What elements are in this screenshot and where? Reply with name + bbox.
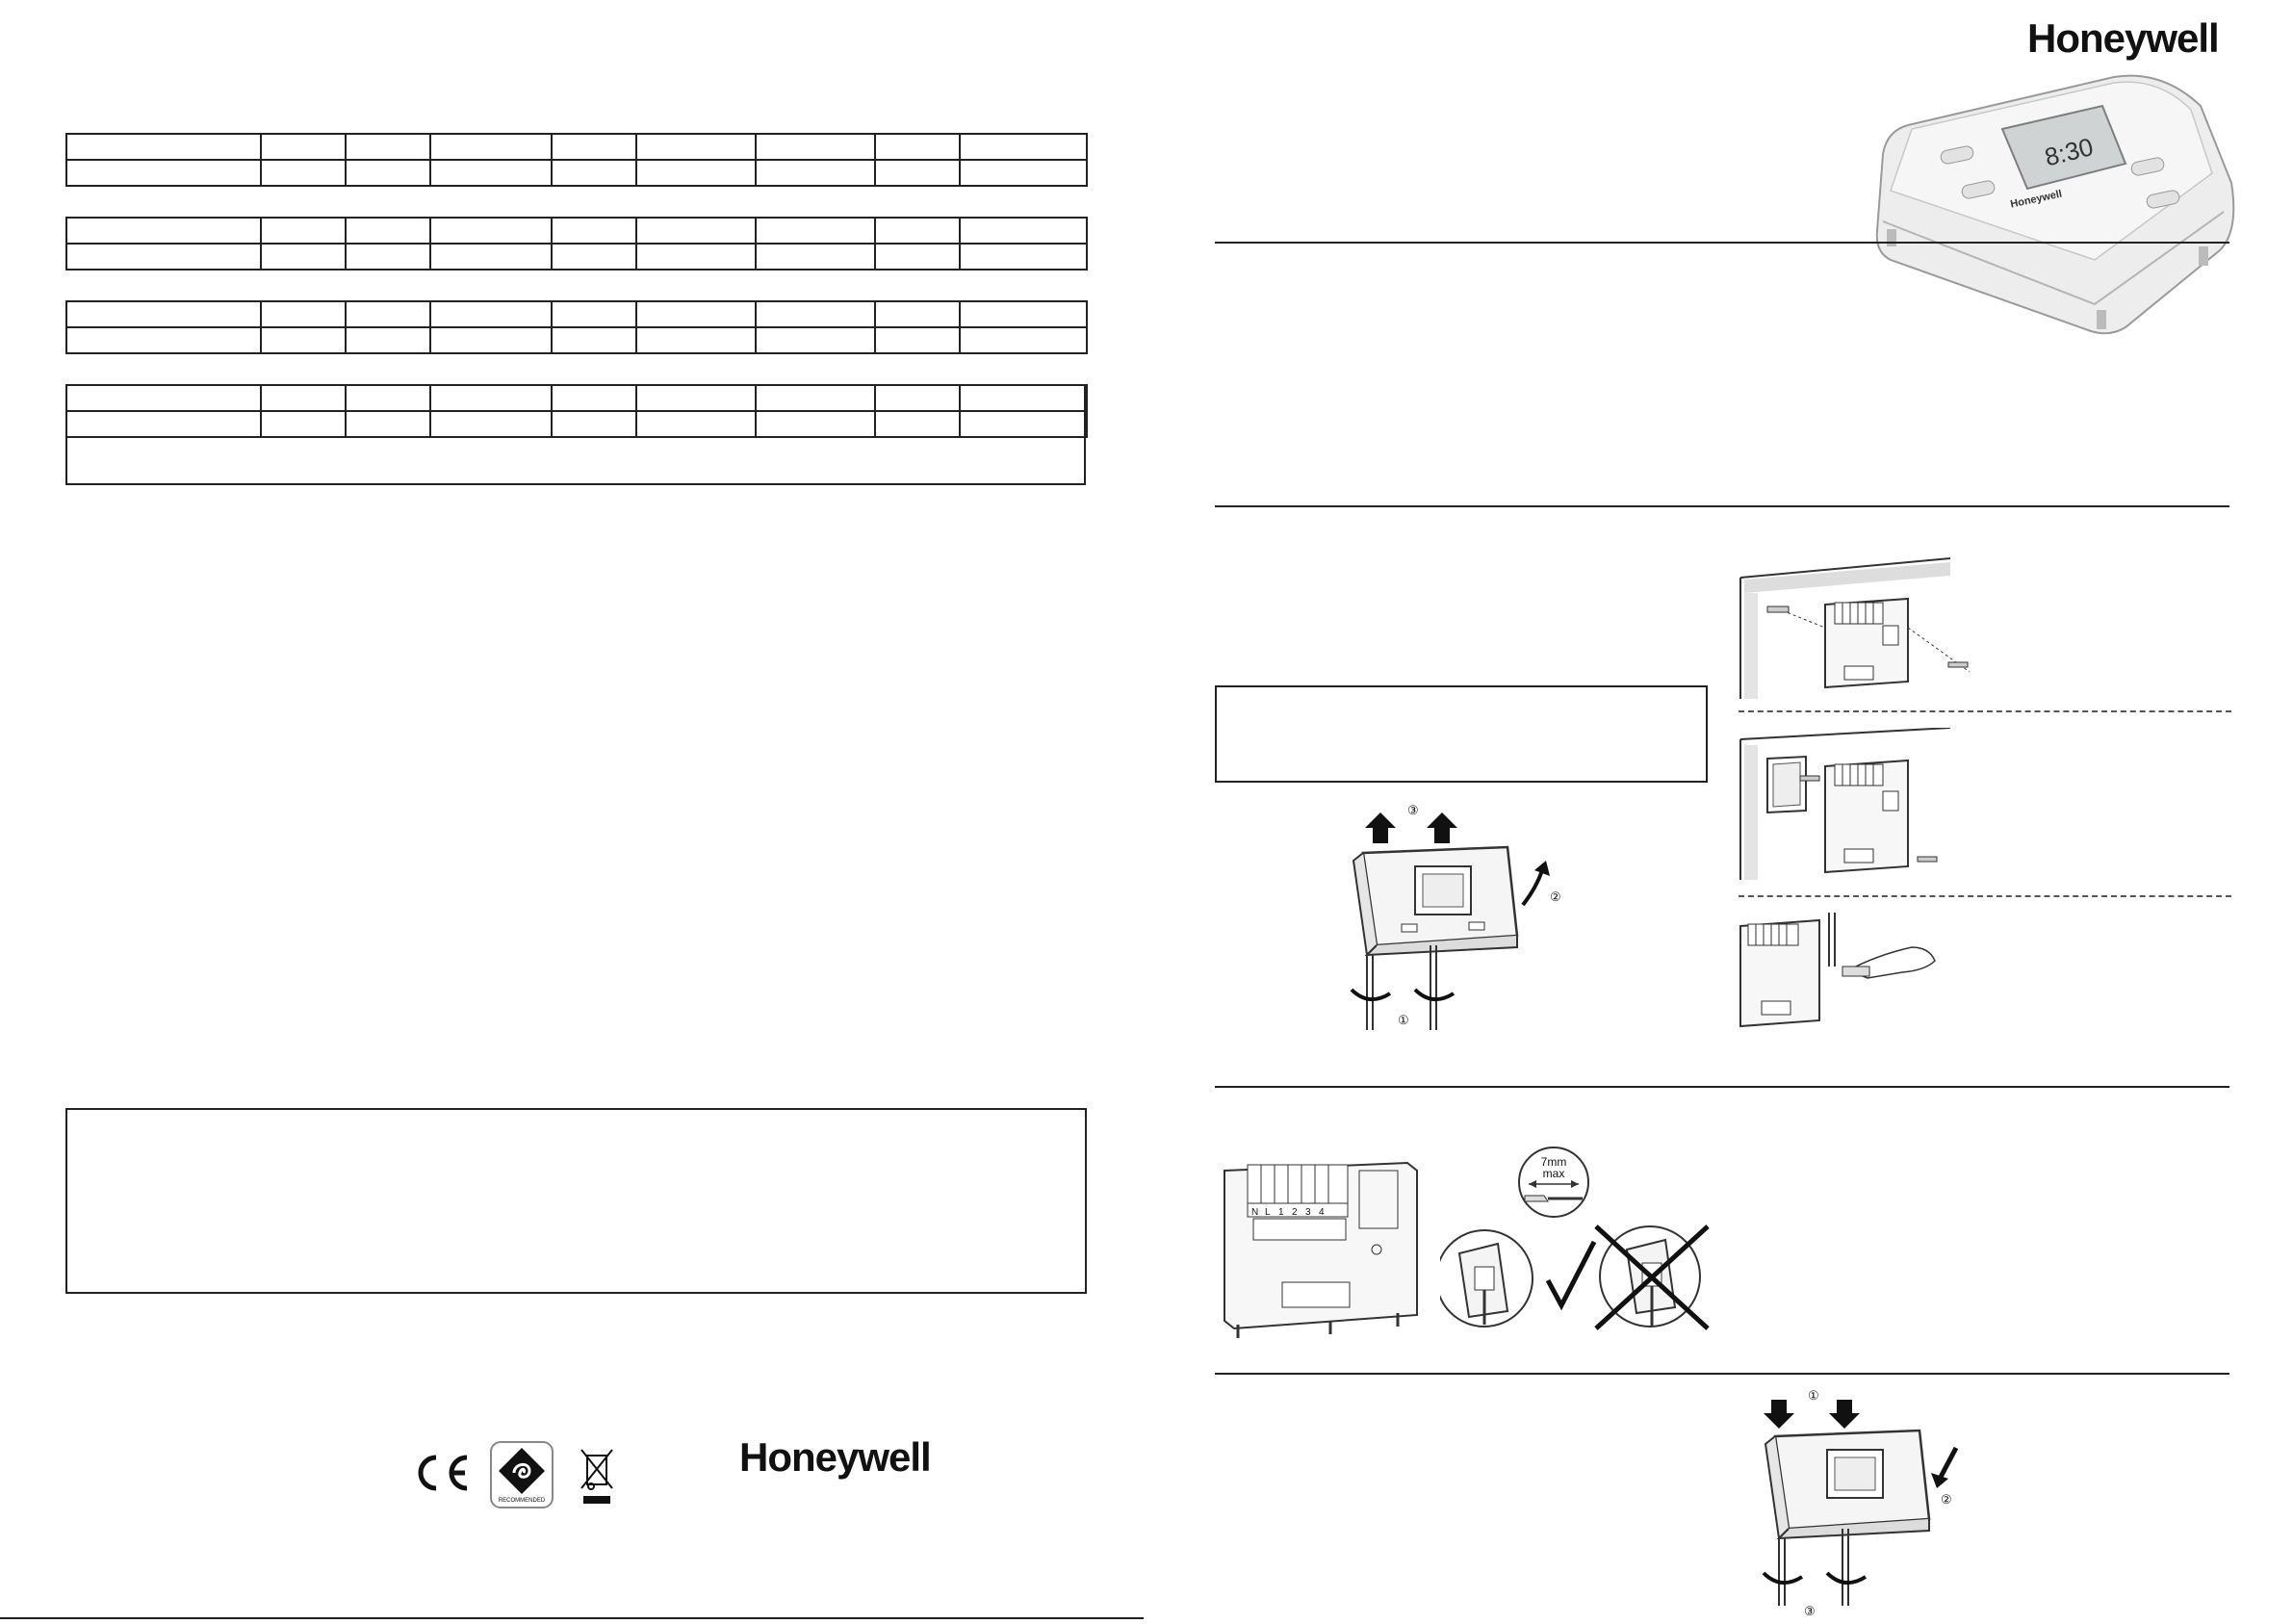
table-cell (261, 160, 346, 186)
thermostat-product-image (1873, 67, 2239, 339)
table-cell (430, 134, 552, 160)
table-cell (346, 327, 430, 353)
table-cell (430, 160, 552, 186)
table-cell (756, 244, 875, 270)
removal-step-1: ① (1398, 1013, 1409, 1027)
table-cell (66, 134, 261, 160)
strip-length-sub: max (1542, 1167, 1565, 1180)
ce-mark (409, 1452, 473, 1494)
table-row (66, 385, 1087, 411)
table-cell (552, 411, 636, 437)
table-cell (960, 134, 1087, 160)
table-cell (875, 301, 960, 327)
refit-step-1: ① (1808, 1388, 1819, 1403)
incorrect-wiring-figure (1588, 1221, 1713, 1334)
warning-box (1215, 685, 1708, 783)
refit-step-3: ③ (1804, 1604, 1816, 1618)
table-cell (552, 218, 636, 244)
table-cell (875, 244, 960, 270)
table-cell (430, 411, 552, 437)
table-cell (66, 385, 261, 411)
crossed-out-bin-icon (578, 1444, 616, 1506)
table-cell (636, 327, 756, 353)
table-cell (552, 134, 636, 160)
table-cell (875, 134, 960, 160)
table-cell (346, 134, 430, 160)
table-row (66, 411, 1087, 437)
schedule-table-3 (65, 300, 1088, 354)
table-cell (261, 134, 346, 160)
table-cell (552, 385, 636, 411)
table-cell (261, 301, 346, 327)
schedule-table-3-body (66, 301, 1087, 353)
table-cell (636, 411, 756, 437)
table-cell (430, 327, 552, 353)
refit-step-2: ② (1941, 1492, 1952, 1507)
table-cell (636, 134, 756, 160)
schedule-table-1-body (66, 134, 1087, 186)
table-cell (66, 301, 261, 327)
footer-brand-logo: Honeywell (739, 1434, 931, 1480)
table-cell (875, 411, 960, 437)
table-cell (430, 301, 552, 327)
table-cell (636, 301, 756, 327)
table-cell (756, 411, 875, 437)
schedule-table-4-body (66, 385, 1087, 437)
table-cell (552, 244, 636, 270)
table-cell (552, 160, 636, 186)
table-cell (346, 301, 430, 327)
terminal-label: L (1265, 1207, 1271, 1218)
table-cell (960, 301, 1087, 327)
table-cell (261, 327, 346, 353)
table-cell (756, 160, 875, 186)
terminal-label: N (1251, 1207, 1259, 1218)
terminal-label: 4 (1319, 1207, 1325, 1218)
table-row (66, 301, 1087, 327)
table-cell (66, 218, 261, 244)
table-cell (346, 411, 430, 437)
table-cell (960, 411, 1087, 437)
table-cell (756, 218, 875, 244)
table-cell (346, 218, 430, 244)
device-brand-text: Honeywell (2009, 188, 2064, 211)
table-cell (636, 218, 756, 244)
table-cell (346, 160, 430, 186)
table-cell (261, 411, 346, 437)
mounting-divider-1 (1739, 710, 2231, 712)
table-cell (66, 160, 261, 186)
schedule-table-1 (65, 133, 1088, 187)
mounting-figure-backbox (1739, 728, 1979, 884)
table-cell (636, 160, 756, 186)
schedule-table-4-wrapper (65, 384, 1086, 485)
schedule-table-4 (65, 384, 1088, 438)
table-cell (430, 244, 552, 270)
mounting-figure-wall (1739, 551, 1979, 701)
table-cell (552, 327, 636, 353)
table-cell (636, 244, 756, 270)
table-cell (552, 301, 636, 327)
table-cell (756, 385, 875, 411)
mounting-figure-cable (1723, 909, 1954, 1034)
section-rule-1 (1215, 242, 2229, 244)
schedule-table-2-body (66, 218, 1087, 270)
table-cell (66, 327, 261, 353)
terminal-label: 1 (1278, 1207, 1284, 1218)
table-row (66, 134, 1087, 160)
table-cell (261, 385, 346, 411)
table-cell (960, 160, 1087, 186)
table-cell (66, 411, 261, 437)
table-cell (346, 244, 430, 270)
table-cell (875, 160, 960, 186)
section-rule-3 (1215, 1086, 2229, 1088)
table-cell (960, 385, 1087, 411)
terminal-label: 2 (1292, 1207, 1298, 1218)
left-page-bottom-rule (0, 1617, 1144, 1619)
table-cell (756, 301, 875, 327)
table-cell (430, 218, 552, 244)
section-rule-2 (1215, 505, 2229, 507)
table-row (66, 327, 1087, 353)
correct-wiring-figure (1440, 1224, 1613, 1330)
table-cell (430, 385, 552, 411)
table-row (66, 160, 1087, 186)
table-cell (960, 244, 1087, 270)
table-cell (346, 385, 430, 411)
removal-figure (1338, 801, 1617, 1036)
table-cell (875, 385, 960, 411)
strip-length-label: 7mm (1540, 1155, 1567, 1169)
device-screen-text: 8:30 (2041, 132, 2097, 172)
table-row (66, 218, 1087, 244)
table-row (66, 244, 1087, 270)
schedule-table-2 (65, 217, 1088, 271)
table-cell (960, 327, 1087, 353)
refit-figure (1750, 1384, 1971, 1619)
table-cell (261, 218, 346, 244)
table-cell (756, 327, 875, 353)
removal-step-2: ② (1550, 889, 1561, 904)
energy-badge-text: RECOMMENDED (498, 1498, 546, 1504)
wiring-backplate-figure (1215, 1142, 1427, 1338)
terminal-label: 3 (1305, 1207, 1311, 1218)
header-brand-logo: Honeywell (2027, 15, 2219, 61)
table-cell (66, 244, 261, 270)
table-cell (960, 218, 1087, 244)
notes-box (65, 1108, 1087, 1294)
wire-strip-length-figure (1515, 1146, 1592, 1223)
table-cell (756, 134, 875, 160)
removal-step-3: ③ (1407, 803, 1419, 817)
table-cell (875, 327, 960, 353)
table-cell (875, 218, 960, 244)
mounting-divider-2 (1739, 895, 2231, 897)
table-cell (261, 244, 346, 270)
section-rule-4 (1215, 1373, 2229, 1375)
table-cell (636, 385, 756, 411)
energy-saving-badge (489, 1440, 554, 1509)
